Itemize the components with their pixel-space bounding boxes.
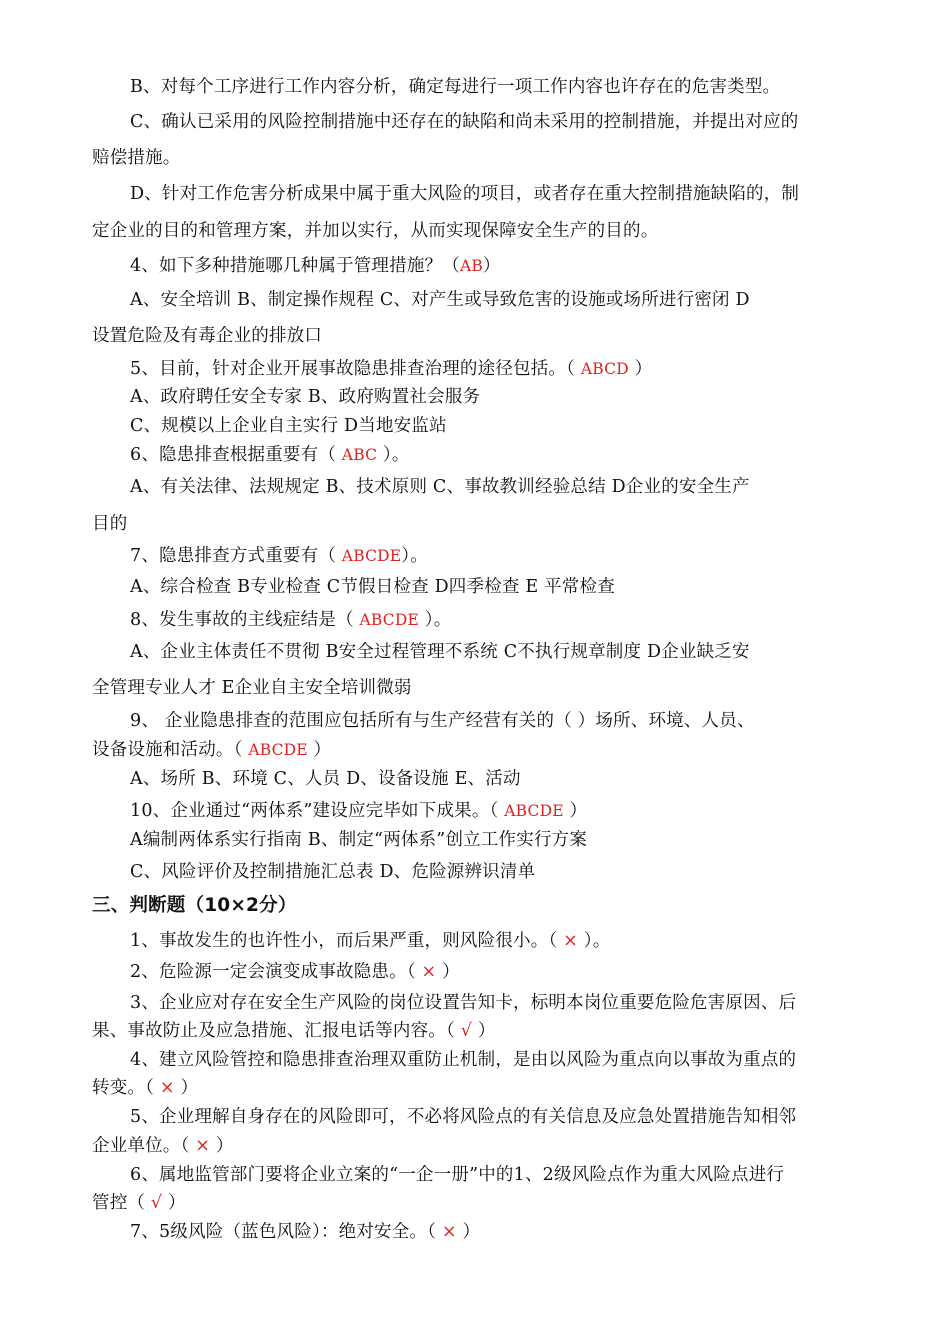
answer: ABCD	[580, 360, 629, 378]
question-text-end: ）。	[418, 610, 452, 630]
judgment-3-line1: 3、企业应对存在安全生产风险的岗位设置告知卡，标明本岗位重要危险危害原因、后	[130, 993, 797, 1013]
judgment-7	[130, 1220, 480, 1244]
judgment-5-line1: 5、企业理解自身存在的风险即可，不必将风险点的有关信息及应急处置措施告知相邻	[130, 1107, 797, 1127]
question-text: 4、如下多种措施哪几种属于管理措施？（	[130, 256, 460, 276]
question-text-end: ）	[472, 1021, 496, 1041]
question-text-end: ）。	[578, 931, 611, 951]
q10-options-line2: C、风险评价及控制措施汇总表 D、危险源辨识清单	[130, 862, 536, 882]
question-text: 果、事故防止及应急措施、汇报电话等内容。（	[92, 1021, 461, 1041]
answer: ABCDE	[341, 547, 402, 565]
question-text: 5、目前，针对企业开展事故隐患排查治理的途径包括。（	[130, 359, 581, 379]
question-4	[130, 254, 501, 278]
judgment-2	[130, 960, 460, 984]
question-8	[130, 608, 451, 632]
q3-option-c-line2: 赔偿措施。	[92, 148, 181, 168]
question-text-end: ）。	[377, 445, 410, 465]
question-text: 10、企业通过“两体系”建设应完毕如下成果。（	[130, 801, 505, 821]
question-text: 转变。（	[92, 1078, 160, 1098]
question-text: 设备设施和活动。（	[92, 740, 249, 760]
question-text-end: ）	[174, 1078, 199, 1098]
judgment-5-line2	[92, 1134, 234, 1158]
question-text-end: ）	[162, 1193, 186, 1213]
q10-options-line1: A编制两体系实行指南 B、制定“两体系”创立工作实行方案	[130, 830, 588, 850]
q7-options: A、综合检查 B专业检查 C节假日检查 D四季检查 E 平常检查	[130, 577, 615, 597]
answer-mark: ×	[441, 1222, 457, 1242]
q9-options: A、场所 B、环境 C、人员 D、设备设施 E、活动	[130, 769, 521, 789]
q8-options-line2: 全管理专业人才 E企业自主安全培训微弱	[92, 678, 412, 698]
judgment-4-line2	[92, 1076, 198, 1100]
q4-options-line1: A、安全培训 B、制定操作规程 C、对产生或导致危害的设施或场所进行密闭 D	[130, 290, 750, 310]
q4-options-line2: 设置危险及有毒企业的排放口	[92, 326, 323, 346]
answer-mark: ×	[195, 1136, 211, 1156]
question-text-end: ）	[628, 359, 653, 379]
q6-options-line1: A、有关法律、法规规定 B、技术原则 C、事故教训经验总结 D企业的安全生产	[130, 477, 750, 497]
answer: ABC	[341, 446, 378, 464]
question-6	[130, 443, 410, 467]
q3-option-c-line1: C、确认已采用的风险控制措施中还存在的缺陷和尚未采用的控制措施，并提出对应的	[130, 112, 799, 132]
question-9-line2	[92, 738, 331, 762]
question-text: 管控（	[92, 1193, 151, 1213]
question-text-end: ）	[563, 801, 588, 821]
answer-mark: ×	[563, 931, 579, 951]
question-text: 7、隐患排查方式重要有（	[130, 546, 342, 566]
judgment-6-line1: 6、属地监管部门要将企业立案的“一企一册”中的1、2级风险点作为重大风险点进行	[130, 1165, 785, 1185]
answer-mark: ×	[421, 962, 437, 982]
question-10	[130, 799, 587, 823]
question-text-end: ）	[482, 256, 501, 276]
answer: AB	[459, 257, 483, 275]
answer-mark: ×	[159, 1078, 175, 1098]
question-text: 8、发生事故的主线症结是（	[130, 610, 360, 630]
q3-option-d-line2: 定企业的目的和管理方案，并加以实行，从而实现保障安全生产的目的。	[92, 221, 659, 241]
question-text: 2、危险源一定会演变成事故隐患。（	[130, 962, 422, 982]
judgment-6-line2	[92, 1191, 186, 1215]
question-9-line1: 9、 企业隐患排查的范围应包括所有与生产经营有关的（ ）场所、环境、人员、	[130, 711, 755, 731]
question-text-end: ）	[436, 962, 460, 982]
answer-mark: √	[460, 1021, 473, 1041]
q6-options-line2: 目的	[92, 514, 128, 534]
question-text-end: ）	[456, 1222, 481, 1242]
answer-mark: √	[150, 1193, 163, 1213]
question-text: 企业单位。（	[92, 1136, 196, 1156]
answer: ABCDE	[504, 802, 564, 820]
q5-options-line2: C、规模以上企业自主实行 D当地安监站	[130, 416, 447, 436]
answer: ABCDE	[359, 611, 419, 629]
q3-option-b: B、对每个工序进行工作内容分析，确定每进行一项工作内容也许存在的危害类型。	[130, 77, 781, 97]
judgment-3-line2	[92, 1019, 496, 1043]
question-5	[130, 357, 652, 381]
question-7	[130, 544, 428, 568]
question-text: 7、5级风险（蓝色风险）：绝对安全。（	[130, 1222, 442, 1242]
q3-option-d-line1: D、针对工作危害分析成果中属于重大风险的项目，或者存在重大控制措施缺陷的，制	[130, 184, 800, 204]
question-text: 1、事故发生的也许性小，而后果严重，则风险很小。（	[130, 931, 564, 951]
section-heading-true-false: 三、判断题（10×2分）	[92, 895, 297, 916]
question-text: 6、隐患排查根据重要有（	[130, 445, 342, 465]
judgment-4-line1: 4、建立风险管控和隐患排查治理双重防止机制，是由以风险为重点向以事故为重点的	[130, 1050, 797, 1070]
judgment-1	[130, 929, 610, 953]
question-text-end: ）。	[401, 546, 428, 566]
question-text-end: ）	[307, 740, 332, 760]
answer: ABCDE	[248, 741, 308, 759]
q5-options-line1: A、政府聘任安全专家 B、政府购置社会服务	[130, 387, 481, 407]
q8-options-line1: A、企业主体责任不贯彻 B安全过程管理不系统 C不执行规章制度 D企业缺乏安	[130, 642, 750, 662]
question-text-end: ）	[210, 1136, 234, 1156]
